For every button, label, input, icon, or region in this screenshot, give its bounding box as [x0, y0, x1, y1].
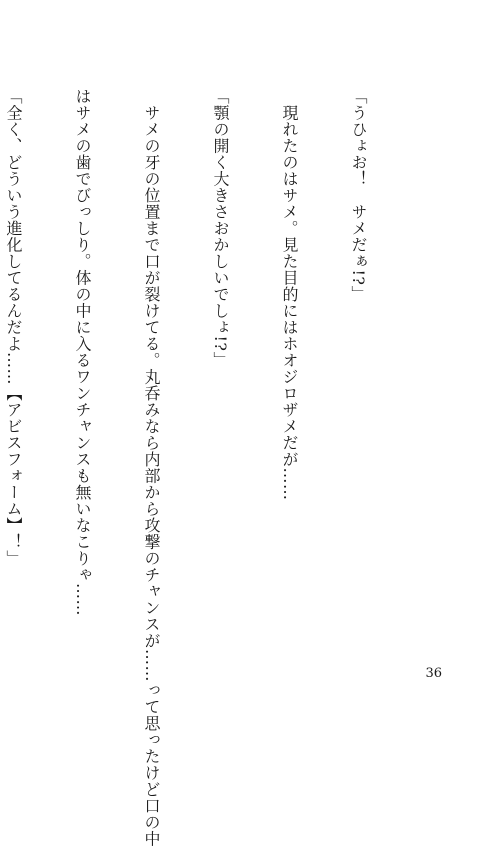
text-line: 「うひょお！ サメだぁ!?」	[349, 88, 368, 303]
text-line: はサメの歯でびっしり。体の中に入るワンチャンスも無いなこりゃ……	[73, 88, 92, 616]
vertical-text-body	[4, 88, 416, 847]
text-line: 「全く、どういう進化してるんだよ……【アビスフォーム】！」	[4, 88, 23, 567]
page-number: 36	[425, 666, 442, 681]
text-line: 「顎の開く大きさおかしいでしょ!?」	[211, 88, 230, 369]
text-line: 現れたのはサメ。見た目的にはホオジロザメだが……	[280, 88, 299, 501]
text-line: サメの牙の位置まで口が裂けてる。丸呑みなら内部から攻撃のチャンスが……って思ったけど口の中	[142, 88, 161, 847]
